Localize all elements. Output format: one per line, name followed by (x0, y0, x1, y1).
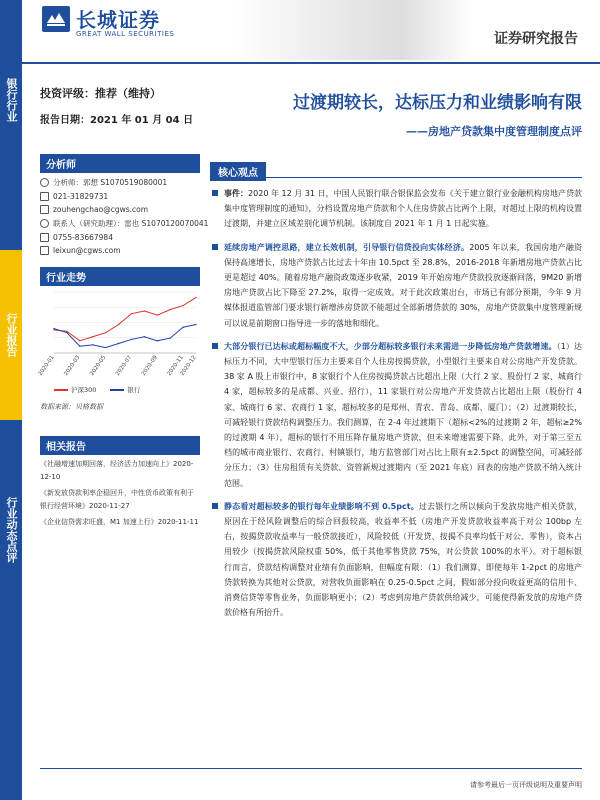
person-icon (40, 219, 49, 228)
chart-data-point (66, 332, 67, 333)
chart-data-point (118, 324, 119, 325)
side-tab-industry (0, 40, 22, 160)
report-header (22, 0, 600, 65)
square-bullet-icon (212, 190, 218, 196)
related-report-link[interactable]: 《企业信贷需求旺盛，M1 加速上行》2020-11-11 (40, 518, 199, 526)
square-bullet-icon (212, 244, 218, 250)
chart-data-point (92, 344, 93, 345)
chart-data-point (66, 331, 67, 332)
main-content (210, 88, 582, 620)
chart-data-point (195, 324, 196, 325)
side-tab-industry-report-label: 行业报告 (5, 313, 18, 357)
report-subtitle: ——房地产贷款集中度管理制度点评 (406, 125, 582, 138)
chart-data-point (195, 297, 196, 298)
paragraph-lead: 延续房地产调控思路，建立长效机制，引导银行信贷投向实体经济。 (224, 242, 470, 252)
chart-data-point (92, 336, 93, 337)
square-bullet-icon (212, 343, 218, 349)
great-wall-banner-image (232, 0, 472, 60)
email-icon (40, 205, 49, 214)
chart-x-tick-label: 2020-01 (37, 354, 56, 377)
person-icon (40, 178, 49, 187)
related-reports-list (40, 458, 200, 529)
footer-disclaimer: 请参考最后一页评级说明及重要声明 (470, 781, 582, 789)
left-info-column (37, 85, 209, 529)
legend-item-bank (110, 385, 140, 394)
core-views-header (210, 161, 582, 178)
paragraph-lead: 事件： (224, 189, 249, 198)
side-tab-industry-label: 银行行业 (5, 78, 18, 122)
chart-data-point (182, 327, 183, 328)
paragraph-text: 2005 年以来，我国房地产融资保持高速增长，房地产贷款占比过去十年由 10.5pct 至 28.8%，2016-2018 年新增房地产贷款占比更是超过 40%。随着房地产融资政策逐步收紧，2019 年开始房地产贷款投放逐渐回落，9M20 新增房地产贷款占比下降至 27.2%，取得一定成效。对于此次政策出台，市场已有部分预期，今年 9 月媒体报道监管部门要求银行新增涉房贷款不能超过全部新增贷款的 30%，房地产贷款集中度管理新规可以说是前期窗口指导进一步的落地和细化。 (224, 242, 582, 328)
chart-x-tick-label: 2020-05 (89, 354, 108, 377)
core-paragraph (210, 186, 582, 232)
analyst-row (40, 214, 209, 229)
email-icon (40, 246, 49, 255)
core-paragraph (210, 339, 582, 491)
related-report-link[interactable]: 《新发放贷款利率企稳回升，中性货币政策有利于银行经营环境》2020-11-27 (40, 489, 194, 510)
legend-label: 银行 (127, 386, 141, 394)
paragraph-text: 过去银行之所以倾向于发放房地产相关贷款，原因在于经风险调整后的综合回报较高，收益率不低（房地产开发贷款收益率高于对公 100bp 左右，按揭贷款收益率与一般贷款接近），风险较低（开发贷、按揭不良率均低于对公、零售），资本占用较少（按揭贷款风险权重 50%，低于其他零售贷款 75%，对公贷款 100%的水平）。对于超标银行而言，贷款结构调整对业绩有负面影响，但幅度有限：（1）我们测算，即使每年 1-2pct 的房地产贷款转换为其他对公贷款，对营收负面影响在 0.25-0.5pct 之间，假如部分投向收益更高的信用卡、消费信贷等零售业务，负面影响更小；（2）考虑到房地产贷款供给减少，可能使得新发放的房地产贷款价格有所抬升。 (224, 501, 583, 618)
chart-source: 数据来源：贝格数据 (40, 403, 103, 411)
paragraph-text: 2020 年 12 月 31 日，中国人民银行联合银保监会发布《关于建立银行业金融机构房地产贷款集中度管理制度的通知》，分档设置房地产贷款和个人住房贷款占比两个上限，对超过上限的机构设置过渡期，并建立区域差别化调节机制。该制度自 2021 年 1 月 1 日起实施。 (224, 189, 582, 229)
analyst-email-link[interactable]: leixun@cgws.com (53, 246, 121, 255)
chart-data-point (53, 328, 54, 329)
paragraph-lead: 大部分银行已达标或超标幅度不大，少部分超标较多银行未来需进一步降低房地产贷款增速。 (224, 341, 557, 351)
side-tab-industry-commentary-label: 行业动态点评 (5, 497, 18, 563)
paragraph-lead: 静态看对超标较多的银行每年业绩影响不到 0.5pct。 (224, 501, 419, 511)
analyst-row (40, 188, 200, 201)
chart-data-point (169, 309, 170, 310)
chart-x-tick-label: 2020-11 (166, 354, 185, 377)
analyst-list (40, 173, 209, 255)
footer-divider (40, 768, 582, 769)
core-paragraph (210, 240, 582, 331)
chart-series-line-bank (54, 325, 196, 348)
chart-data-point (182, 305, 183, 306)
analyst-row-text: 分析师：郭想 S1070519080001 (53, 178, 168, 187)
logo-english-name: GREAT WALL SECURITIES (76, 30, 175, 38)
analyst-row (40, 229, 200, 242)
industry-trend-chart (37, 288, 200, 383)
chart-data-point (79, 340, 80, 341)
phone-icon (40, 192, 49, 201)
related-report-link[interactable]: 《社融增速加期回落，经济活力加速向上》2020-12-10 (40, 460, 194, 481)
analyst-section-title: 分析师 (40, 154, 200, 173)
analyst-row-text: 联系人（研究助理）：雷也 S1070120070041 (53, 219, 209, 228)
phone-icon (40, 233, 49, 242)
trend-chart-svg (37, 288, 200, 383)
analyst-row-text: 0755-83667984 (53, 233, 113, 242)
core-paragraph (210, 499, 582, 621)
legend-label: 沪深300 (71, 386, 97, 394)
analyst-row (40, 173, 200, 188)
side-tab-industry-report (0, 250, 22, 420)
chart-data-point (105, 347, 106, 348)
legend-swatch (54, 389, 68, 391)
analyst-email-link[interactable]: zouhengchao@cgws.com (53, 205, 149, 214)
analyst-row-text: 021-31829731 (53, 192, 109, 201)
report-type-label: 证券研究报告 (494, 31, 578, 47)
investment-rating: 投资评级：推荐（维持） (40, 87, 161, 100)
chart-data-point (79, 346, 80, 347)
legend-swatch (110, 389, 124, 391)
trend-section-title: 行业走势 (40, 267, 200, 286)
chart-data-point (169, 337, 170, 338)
chart-x-tick-label: 2020-03 (63, 354, 82, 377)
analyst-row[interactable] (40, 242, 200, 255)
report-date: 报告日期：2021 年 01 月 04 日 (40, 115, 194, 126)
header-divider (22, 62, 600, 64)
chart-data-point (118, 343, 119, 344)
chart-data-point (53, 329, 54, 330)
chart-legend (40, 385, 200, 394)
core-views-title: 核心观点 (210, 162, 266, 181)
great-wall-logo-icon (42, 6, 70, 32)
chart-x-tick-label: 2020-07 (114, 354, 134, 377)
chart-data-point (144, 336, 145, 337)
chart-x-tick-label: 2020-09 (140, 354, 159, 377)
chart-data-point (144, 310, 145, 311)
legend-item-hs300 (54, 385, 96, 394)
logo-chinese-name: 长城证券 (76, 8, 160, 32)
paragraph-text: （1）达标压力不同，大中型银行压力主要来自个人住房按揭贷款，小型银行主要来自对公房地产开发贷款。38 家 A 股上市银行中，8 家银行个人住房按揭贷款占比超出上限（大行 2 家、股份行 2 家、城商行 4 家，超标较多的是成都、兴业、招行），11 家银行对公房地产开发贷款占比超出上限（股份行 4 家、城商行 6 家、农商行 1 家，超标较多的是郑州、青农、青岛、成都、厦门）；（2）过渡期较长，可减轻银行贷款结构调整压力。我们测算，在 2-4 年过渡期下（超标<2%的过渡期 2 年，超标≥2%的过渡期 4 年），超标的银行不用压降存量房地产贷款，但未来增速需要下降。此外，对于第三至五档的城市商业银行、农商行、村镇银行，地方监管部门对占比上限有±2.5pct 的调整空间，可减轻部分压力；（3）住房租赁有关贷款、资管新规过渡期内（至 2021 年底）回表的房地产贷款不纳入统计范围。 (224, 341, 583, 488)
analyst-row[interactable] (40, 201, 200, 214)
chart-data-point (157, 314, 158, 315)
logo-mark-icon (46, 11, 66, 27)
square-bullet-icon (212, 503, 218, 509)
related-reports-title: 相关报告 (40, 436, 200, 455)
chart-data-point (131, 339, 132, 340)
chart-data-point (105, 332, 106, 333)
report-title: 过渡期较长，达标压力和业绩影响有限 (293, 93, 582, 113)
chart-x-tick-label: 2020-12 (179, 354, 198, 377)
side-tab-industry-commentary (0, 460, 22, 600)
left-side-strip (0, 0, 22, 800)
chart-data-point (131, 313, 132, 314)
chart-data-point (157, 340, 158, 341)
